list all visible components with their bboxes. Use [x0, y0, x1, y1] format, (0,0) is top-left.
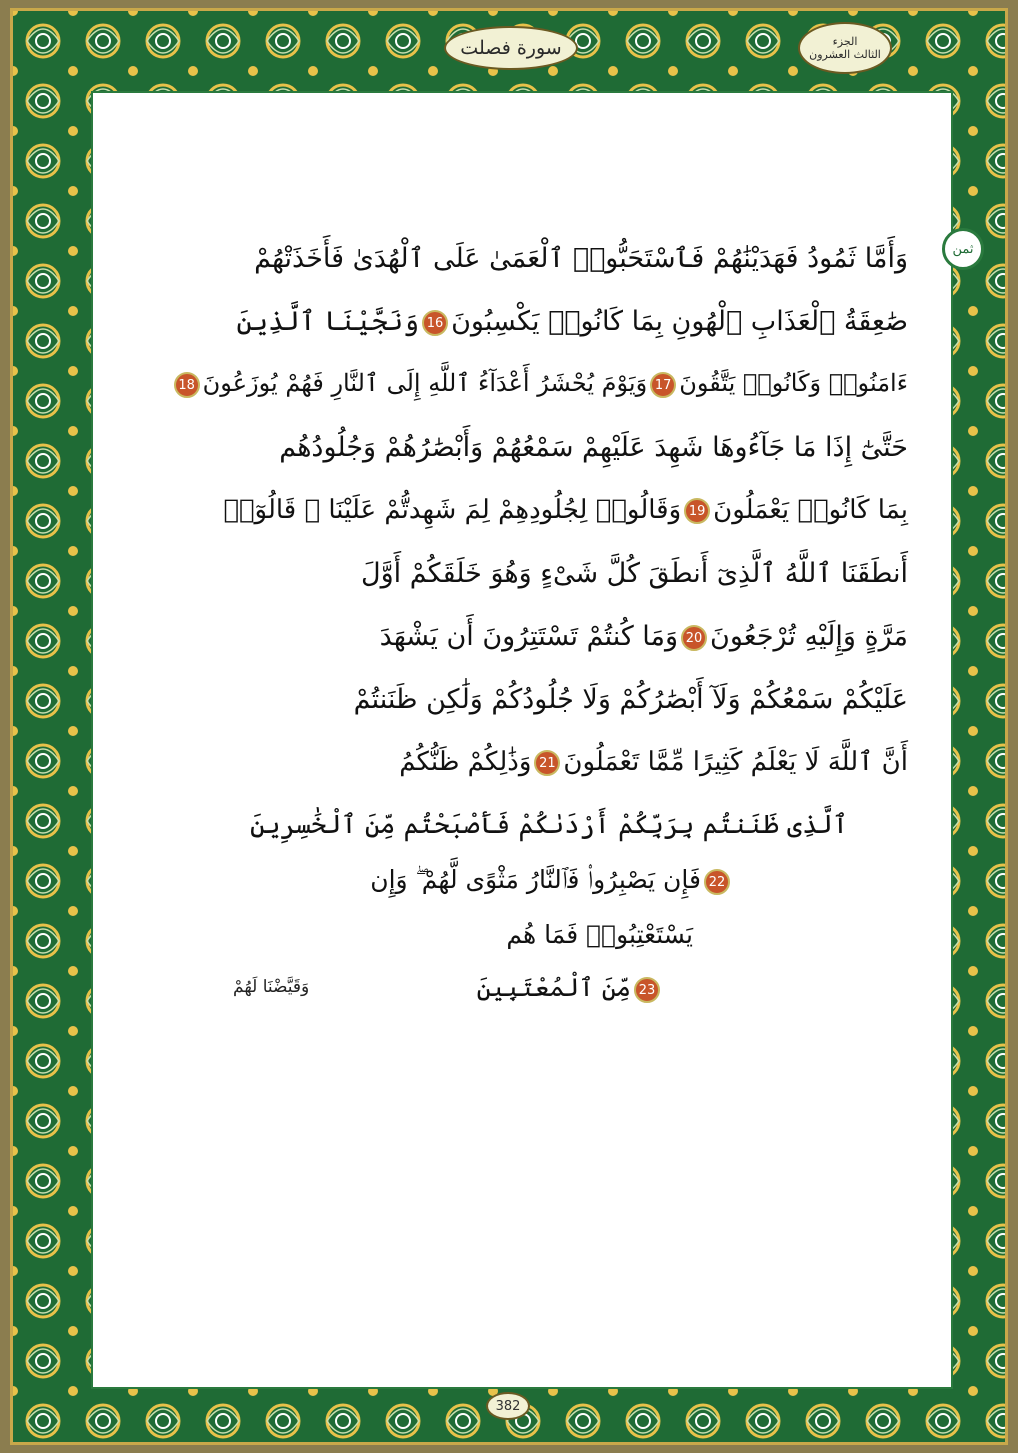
verse-text: أَنطَقَنَا ٱللَّهُ ٱلَّذِىٓ أَنطَقَ كُلَّ شَىْءٍ وَهُوَ خَلَقَكُمْ أَوَّلَ: [360, 558, 908, 589]
verse-line: [163, 306, 908, 337]
ayah-number-marker: 16: [422, 310, 448, 336]
verse-line: [208, 810, 848, 840]
text-panel: [93, 93, 951, 1387]
verse-text: عَلَيْكُمْ سَمْعُكُمْ وَلَآ أَبْصَٰرُكُمْ وَلَا جُلُودُكُمْ وَلَٰكِن ظَنَنتُمْ: [353, 684, 908, 715]
surah-name: سورة فصلت: [460, 37, 562, 59]
ornamental-frame: [10, 8, 1008, 1445]
surah-name-cartouche: [444, 26, 578, 70]
ayah-number-marker: 20: [681, 625, 707, 651]
ayah-number-marker: 19: [684, 498, 710, 524]
verse-text: فَإِن يَصْبِرُوا۟ فَٱلنَّارُ مَثْوًى لَّهُمْ ۖ وَإِن: [370, 865, 701, 894]
verse-text: مِّنَ ٱلْمُعْتَبِينَ: [476, 973, 631, 1002]
verse-line: [168, 684, 908, 715]
verse-text: حَتَّىٰٓ إِذَا مَا جَآءُوهَا شَهِدَ عَلَيْهِمْ سَمْعُهُمْ وَأَبْصَٰرُهُمْ وَجُلُودُهُم: [279, 432, 908, 463]
verse-text: ٱلَّذِى ظَنَنتُم بِرَبِّكُمْ أَرْدَىٰكُمْ فَأَصْبَحْتُم مِّنَ ٱلْخَٰسِرِينَ: [249, 810, 848, 840]
ayah-number-marker: 21: [534, 750, 560, 776]
juz-label: الجزء: [832, 35, 858, 48]
verse-line: [163, 369, 908, 398]
verse-line: [163, 558, 908, 589]
juz-cartouche: [798, 22, 892, 74]
verse-line: [163, 495, 908, 525]
verse-text: بِمَا كَانُوا۟ يَعْمَلُونَ: [713, 495, 908, 525]
page-number: 382: [486, 1392, 530, 1420]
quran-text-block: [93, 93, 951, 1387]
ayah-number-marker: 23: [634, 977, 660, 1003]
verse-text: وَقَالُوا۟ لِجُلُودِهِمْ لِمَ شَهِدتُّمْ عَلَيْنَا ۖ قَالُوٓا۟: [223, 495, 682, 525]
juz-number: الثالث العشرون: [809, 48, 881, 61]
verse-line: [168, 747, 908, 777]
verse-text: أَنَّ ٱللَّهَ لَا يَعْلَمُ كَثِيرًا مِّمَّا تَعْمَلُونَ: [563, 747, 908, 777]
ayah-number-marker: 17: [650, 372, 676, 398]
ayah-number-marker: 18: [174, 372, 200, 398]
verse-line: [413, 920, 693, 949]
hizb-quarter-icon: [942, 228, 984, 270]
verse-text: يَسْتَعْتِبُوا۟ فَمَا هُم: [506, 920, 693, 949]
ayah-number-marker: 22: [704, 869, 730, 895]
catchword: وَقَيَّضْنَا لَهُمْ: [233, 977, 310, 997]
verse-line: [333, 865, 733, 895]
verse-text: وَذَٰلِكُمْ ظَنُّكُمُ: [399, 747, 532, 777]
verse-text: مَرَّةٍ وَإِلَيْهِ تُرْجَعُونَ: [710, 621, 908, 652]
hizb-label: ثمن: [952, 241, 974, 257]
verse-line: [163, 621, 908, 652]
verse-text: وَنَجَّيْنَا ٱلَّذِينَ: [236, 306, 420, 337]
verse-line: [163, 432, 908, 463]
verse-text: ءَامَنُوا۟ وَكَانُوا۟ يَتَّقُونَ: [679, 369, 908, 397]
verse-text: وَأَمَّا ثَمُودُ فَهَدَيْنَٰهُمْ فَٱسْتَحَبُّوا۟ ٱلْعَمَىٰ عَلَى ٱلْهُدَىٰ فَأَخَذَتْهُمْ: [254, 243, 908, 274]
verse-text: صَٰعِقَةُ ٱلْعَذَابِ ٱلْهُونِ بِمَا كَانُوا۟ يَكْسِبُونَ: [451, 306, 908, 337]
verse-line: [443, 973, 663, 1003]
verse-line: [148, 243, 908, 274]
verse-text: وَيَوْمَ يُحْشَرُ أَعْدَآءُ ٱللَّهِ إِلَى ٱلنَّارِ فَهُمْ يُوزَعُونَ: [202, 369, 648, 397]
verse-text: وَمَا كُنتُمْ تَسْتَتِرُونَ أَن يَشْهَدَ: [379, 621, 679, 652]
